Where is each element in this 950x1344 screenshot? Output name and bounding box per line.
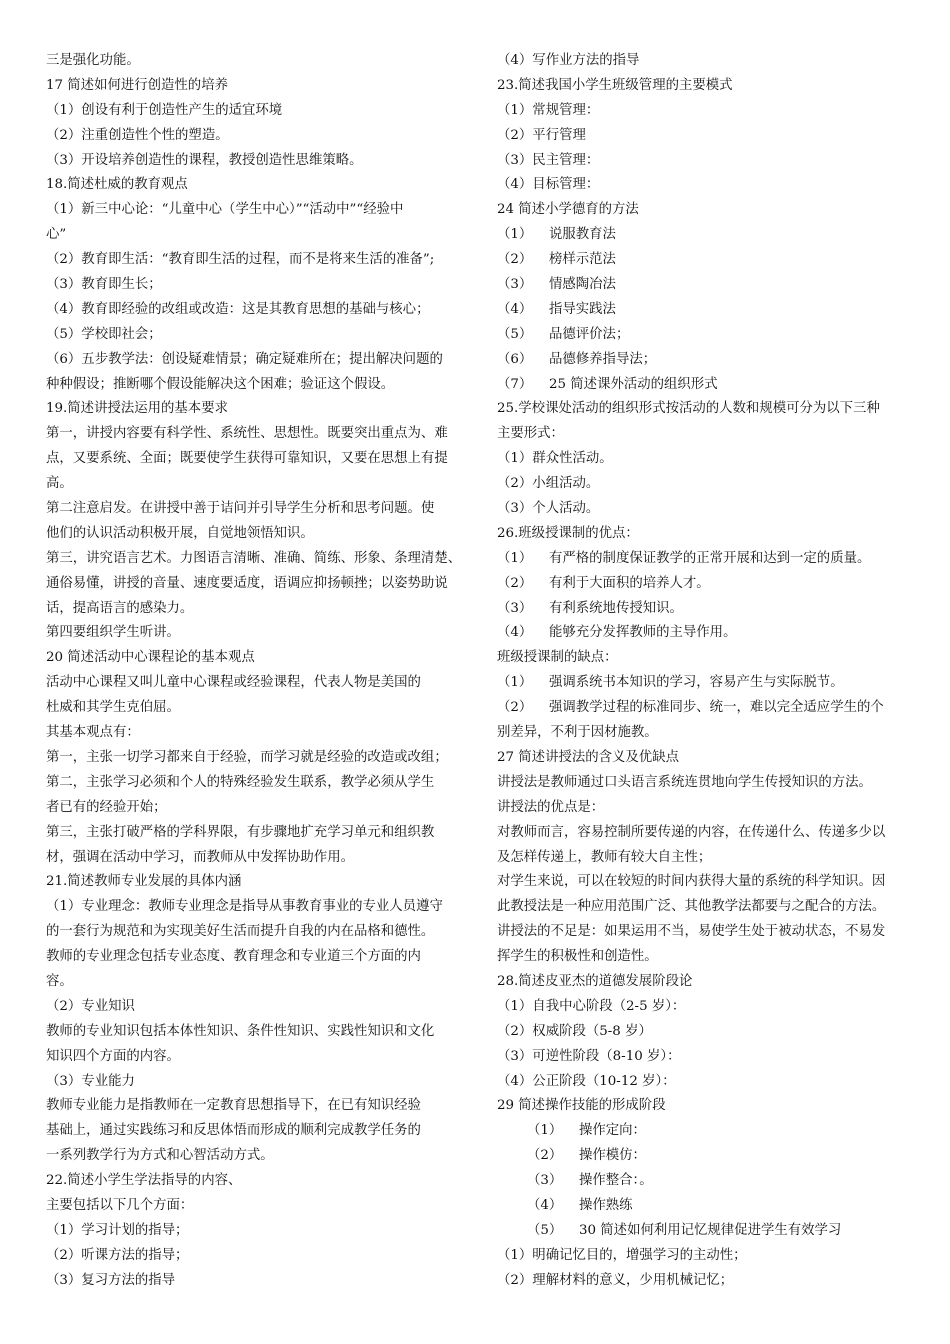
line-text: （3）民主管理： xyxy=(497,152,600,168)
line-text: （3）教育即生长； xyxy=(46,277,162,293)
list-number: （2） xyxy=(497,252,533,268)
line-text: 指导实践法 xyxy=(549,301,616,317)
text-line xyxy=(497,597,911,622)
line-text: （3）可逆性阶段（8-10 岁）： xyxy=(497,1048,681,1064)
text-line xyxy=(46,522,464,547)
right-column xyxy=(497,49,911,1294)
line-text: 材，强调在活动中学习，而教师从中发挥协助作用。 xyxy=(46,849,354,865)
line-text: （2）理解材料的意义，少用机械记忆； xyxy=(497,1272,734,1288)
text-line xyxy=(46,149,464,174)
line-text: 榜样示范法 xyxy=(549,252,616,268)
line-text: 17 简述如何进行创造性的培养 xyxy=(46,77,228,93)
line-text: 操作熟练 xyxy=(579,1197,633,1213)
list-number: （1） xyxy=(497,550,533,566)
line-text: 27 简述讲授法的含义及优缺点 xyxy=(497,749,679,765)
text-line xyxy=(497,1144,911,1169)
text-line xyxy=(46,248,464,273)
text-line xyxy=(46,348,464,373)
line-text: 有利于大面积的培养人才。 xyxy=(549,575,710,591)
text-line xyxy=(46,1169,464,1194)
line-text: 20 简述活动中心课程论的基本观点 xyxy=(46,650,255,666)
line-text: （3）个人活动。 xyxy=(497,501,600,517)
line-text: 操作模仿： xyxy=(579,1148,646,1164)
line-text: 强调系统书本知识的学习，容易产生与实际脱节。 xyxy=(549,675,844,691)
text-line xyxy=(46,1269,464,1294)
line-text: 有严格的制度保证教学的正常开展和达到一定的质量。 xyxy=(549,550,871,566)
text-line xyxy=(497,821,911,846)
list-number: （2） xyxy=(497,700,533,716)
line-text: （4）教育即经验的改组或改造：这是其教育思想的基础与核心； xyxy=(46,301,430,317)
line-text: 第三，主张打破严格的学科界限，有步骤地扩充学习单元和组织教 xyxy=(46,824,435,840)
text-line xyxy=(497,547,911,572)
list-number: （1） xyxy=(497,227,533,243)
line-text: （1）学习计划的指导； xyxy=(46,1222,189,1238)
text-line xyxy=(497,671,911,696)
text-line xyxy=(46,696,464,721)
line-text: 容。 xyxy=(46,973,73,989)
line-text: 24 简述小学德育的方法 xyxy=(497,202,639,218)
text-line xyxy=(46,846,464,871)
line-text: 此教授法是一种应用范围广泛、其他教学法都要与之配合的方法。 xyxy=(497,899,886,915)
line-text: （4）目标管理： xyxy=(497,177,600,193)
line-text: 29 简述操作技能的形成阶段 xyxy=(497,1098,666,1114)
line-text: 21.简述教师专业发展的具体内涵 xyxy=(46,874,242,890)
line-text: 对学生来说，可以在较短的时间内获得大量的系统的科学知识。因 xyxy=(497,874,886,890)
text-line xyxy=(46,796,464,821)
line-text: 28.简述皮亚杰的道德发展阶段论 xyxy=(497,973,693,989)
line-text: 30 简述如何利用记忆规律促进学生有效学习 xyxy=(579,1222,842,1238)
text-line xyxy=(46,1219,464,1244)
line-text: （2）注重创造性个性的塑造。 xyxy=(46,127,229,143)
text-line xyxy=(497,149,911,174)
text-line xyxy=(497,248,911,273)
line-text: （4）写作业方法的指导 xyxy=(497,53,640,68)
text-line xyxy=(46,771,464,796)
text-line xyxy=(497,746,911,771)
text-line xyxy=(46,447,464,472)
text-line xyxy=(46,99,464,124)
text-line xyxy=(497,696,911,721)
text-line xyxy=(46,746,464,771)
text-line xyxy=(46,298,464,323)
text-line xyxy=(46,895,464,920)
line-text: 主要形式： xyxy=(497,426,564,442)
line-text: 三是强化功能。 xyxy=(46,53,140,68)
text-line xyxy=(46,74,464,99)
line-text: （1）常规管理： xyxy=(497,102,600,118)
text-line xyxy=(46,1070,464,1095)
line-text: 别差异，不利于因材施教。 xyxy=(497,725,658,741)
text-line xyxy=(46,1244,464,1269)
line-text: （1）群众性活动。 xyxy=(497,451,613,467)
text-line xyxy=(497,173,911,198)
line-text: 强调教学过程的标准同步、统一，难以完全适应学生的个 xyxy=(549,700,884,716)
line-text: 教师的专业知识包括本体性知识、条件性知识、实践性知识和文化 xyxy=(46,1023,435,1039)
text-line xyxy=(497,472,911,497)
text-line xyxy=(497,1119,911,1144)
text-line xyxy=(46,1045,464,1070)
text-line xyxy=(46,173,464,198)
line-text: 19.简述讲授法运用的基本要求 xyxy=(46,401,228,417)
list-number: （6） xyxy=(497,351,533,367)
line-text: 杜威和其学生克伯屈。 xyxy=(46,700,180,716)
line-text: （1）自我中心阶段（2-5 岁）： xyxy=(497,998,686,1014)
line-text: （5）学校即社会； xyxy=(46,326,162,342)
text-line xyxy=(46,821,464,846)
text-line xyxy=(497,995,911,1020)
text-line xyxy=(497,397,911,422)
line-text: （1）专业理念：教师专业理念是指导从事教育事业的专业人员遵守 xyxy=(46,899,443,915)
line-text: （1）新三中心论：“儿童中心（学生中心）”“活动中”“经验中 xyxy=(46,202,404,218)
line-text: 种种假设；推断哪个假设能解决这个困难；验证这个假设。 xyxy=(46,376,395,392)
line-text: 主要包括以下几个方面： xyxy=(46,1197,194,1213)
text-line xyxy=(497,1194,911,1219)
text-line xyxy=(497,124,911,149)
text-line xyxy=(497,621,911,646)
line-text: 及怎样传递上，教师有较大自主性； xyxy=(497,849,712,865)
text-line xyxy=(46,870,464,895)
line-text: （2）听课方法的指导； xyxy=(46,1247,189,1263)
line-text: 其基本观点有： xyxy=(46,725,140,741)
text-line xyxy=(46,945,464,970)
line-text: （4）公正阶段（10-12 岁）： xyxy=(497,1073,676,1089)
text-line xyxy=(46,1119,464,1144)
text-line xyxy=(46,397,464,422)
list-number: （1） xyxy=(527,1123,563,1139)
line-text: 说服教育法 xyxy=(549,227,616,243)
list-number: （3） xyxy=(497,277,533,293)
line-text: （1）明确记忆目的，增强学习的主动性； xyxy=(497,1247,747,1263)
text-line xyxy=(46,124,464,149)
line-text: 第二，主张学习必须和个人的特殊经验发生联系，教学必须从学生 xyxy=(46,774,435,790)
list-number: （4） xyxy=(527,1197,563,1213)
line-text: （2）小组活动。 xyxy=(497,476,600,492)
text-line xyxy=(497,298,911,323)
line-text: 26.班级授课制的优点： xyxy=(497,525,639,541)
text-line xyxy=(497,447,911,472)
text-line xyxy=(46,497,464,522)
text-line xyxy=(497,970,911,995)
text-line xyxy=(46,198,464,223)
text-line xyxy=(497,1269,911,1294)
line-text: 点，又要系统、全面；既要使学生获得可靠知识，又要在思想上有提 xyxy=(46,451,448,467)
line-text: （2）专业知识 xyxy=(46,998,135,1014)
line-text: 品德修养指导法； xyxy=(549,351,657,367)
left-column xyxy=(46,49,464,1294)
text-line xyxy=(497,74,911,99)
line-text: 讲授法的不足是：如果运用不当，易使学生处于被动状态，不易发 xyxy=(497,924,886,940)
line-text: （3）开设培养创造性的课程，教授创造性思维策略。 xyxy=(46,152,363,168)
text-line xyxy=(497,1094,911,1119)
line-text: （3）专业能力 xyxy=(46,1073,135,1089)
text-line xyxy=(46,572,464,597)
text-line xyxy=(46,472,464,497)
text-line xyxy=(497,323,911,348)
text-line xyxy=(46,721,464,746)
list-number: （1） xyxy=(497,675,533,691)
line-text: （2）教育即生活：“教育即生活的过程，而不是将来生活的准备”; xyxy=(46,252,435,268)
line-text: 者已有的经验开始； xyxy=(46,799,167,815)
line-text: （2）平行管理 xyxy=(497,127,586,143)
text-line xyxy=(497,422,911,447)
line-text: （2）权威阶段（5-8 岁） xyxy=(497,1023,652,1039)
text-line xyxy=(497,945,911,970)
text-line xyxy=(497,870,911,895)
list-number: （7） xyxy=(497,376,533,392)
text-line xyxy=(497,1045,911,1070)
text-line xyxy=(497,348,911,373)
text-line xyxy=(497,273,911,298)
list-number: （4） xyxy=(497,301,533,317)
line-text: 操作定向： xyxy=(579,1123,646,1139)
line-text: 他们的认识活动积极开展，自觉地领悟知识。 xyxy=(46,525,314,541)
line-text: 一系列教学行为方式和心智活动方式。 xyxy=(46,1148,274,1164)
text-line xyxy=(497,198,911,223)
line-text: 教师的专业理念包括专业态度、教育理念和专业道三个方面的内 xyxy=(46,949,421,965)
line-text: 基础上，通过实践练习和反思体悟而形成的顺利完成教学任务的 xyxy=(46,1123,421,1139)
line-text: 第二注意启发。在讲授中善于诘问并引导学生分析和思考问题。使 xyxy=(46,501,435,517)
text-line xyxy=(497,1244,911,1269)
line-text: 知识四个方面的内容。 xyxy=(46,1048,180,1064)
text-line xyxy=(497,1070,911,1095)
text-line xyxy=(497,646,911,671)
line-text: 23.简述我国小学生班级管理的主要模式 xyxy=(497,77,733,93)
text-line xyxy=(497,1020,911,1045)
text-line xyxy=(497,572,911,597)
line-text: 25.学校课处活动的组织形式按活动的人数和规模可分为以下三种 xyxy=(497,401,880,417)
text-line xyxy=(46,671,464,696)
text-line xyxy=(46,1144,464,1169)
line-text: （3）复习方法的指导 xyxy=(46,1272,176,1288)
list-number: （5） xyxy=(527,1222,563,1238)
text-line xyxy=(46,646,464,671)
line-text: 活动中心课程又叫儿童中心课程或经验课程，代表人物是美国的 xyxy=(46,675,421,691)
line-text: 通俗易懂，讲授的音量、速度要适度，语调应抑扬顿挫；以姿势助说 xyxy=(46,575,448,591)
text-line xyxy=(46,920,464,945)
list-number: （3） xyxy=(497,600,533,616)
line-text: 有利系统地传授知识。 xyxy=(549,600,683,616)
text-line xyxy=(497,99,911,124)
list-number: （2） xyxy=(527,1148,563,1164)
line-text: 第四要组织学生听讲。 xyxy=(46,625,180,641)
text-line xyxy=(497,846,911,871)
text-line xyxy=(46,223,464,248)
text-line xyxy=(46,1020,464,1045)
text-line xyxy=(497,796,911,821)
text-line xyxy=(46,597,464,622)
text-line xyxy=(497,522,911,547)
line-text: 第三，讲究语言艺术。力图语言清晰、准确、简练、形象、条理清楚、 xyxy=(46,550,462,566)
line-text: 22.简述小学生学法指导的内容、 xyxy=(46,1173,242,1189)
text-line xyxy=(497,49,911,74)
text-line xyxy=(46,621,464,646)
text-line xyxy=(497,497,911,522)
text-line xyxy=(46,373,464,398)
line-text: 讲授法是教师通过口头语言系统连贯地向学生传授知识的方法。 xyxy=(497,774,872,790)
text-line xyxy=(46,323,464,348)
text-line xyxy=(497,721,911,746)
line-text: 操作整合：。 xyxy=(579,1173,653,1189)
text-line xyxy=(497,1219,911,1244)
text-line xyxy=(46,49,464,74)
list-number: （4） xyxy=(497,625,533,641)
line-text: （1）创设有利于创造性产生的适宜环境 xyxy=(46,102,283,118)
line-text: 心” xyxy=(46,227,67,243)
line-text: 的一套行为规范和为实现美好生活而提升自我的内在品格和德性。 xyxy=(46,924,435,940)
line-text: 第一，讲授内容要有科学性、系统性、思想性。既要突出重点为、难 xyxy=(46,426,448,442)
line-text: 教师专业能力是指教师在一定教育思想指导下，在已有知识经验 xyxy=(46,1098,421,1114)
line-text: 能够充分发挥教师的主导作用。 xyxy=(549,625,737,641)
text-line xyxy=(46,273,464,298)
list-number: （3） xyxy=(527,1173,563,1189)
line-text: 对教师而言，容易控制所要传递的内容，在传递什么、传递多少以 xyxy=(497,824,886,840)
line-text: 第一，主张一切学习都来自于经验，而学习就是经验的改造或改组； xyxy=(46,749,448,765)
list-number: （5） xyxy=(497,326,533,342)
line-text: 挥学生的积极性和创造性。 xyxy=(497,949,658,965)
text-line xyxy=(497,895,911,920)
text-line xyxy=(46,1194,464,1219)
text-line xyxy=(46,1094,464,1119)
line-text: 班级授课制的缺点： xyxy=(497,650,618,666)
text-line xyxy=(497,1169,911,1194)
line-text: 25 简述课外活动的组织形式 xyxy=(549,376,718,392)
text-line xyxy=(46,547,464,572)
line-text: 品德评价法； xyxy=(549,326,630,342)
list-number: （2） xyxy=(497,575,533,591)
line-text: 18.简述杜威的教育观点 xyxy=(46,177,188,193)
line-text: 高。 xyxy=(46,476,73,492)
text-line xyxy=(497,223,911,248)
text-line xyxy=(46,422,464,447)
line-text: （6）五步教学法：创设疑难情景；确定疑难所在；提出解决问题的 xyxy=(46,351,443,367)
text-line xyxy=(497,771,911,796)
line-text: 情感陶冶法 xyxy=(549,277,616,293)
text-line xyxy=(497,373,911,398)
text-line xyxy=(46,970,464,995)
text-line xyxy=(46,995,464,1020)
line-text: 话，提高语言的感染力。 xyxy=(46,600,194,616)
text-line xyxy=(497,920,911,945)
line-text: 讲授法的优点是： xyxy=(497,799,605,815)
